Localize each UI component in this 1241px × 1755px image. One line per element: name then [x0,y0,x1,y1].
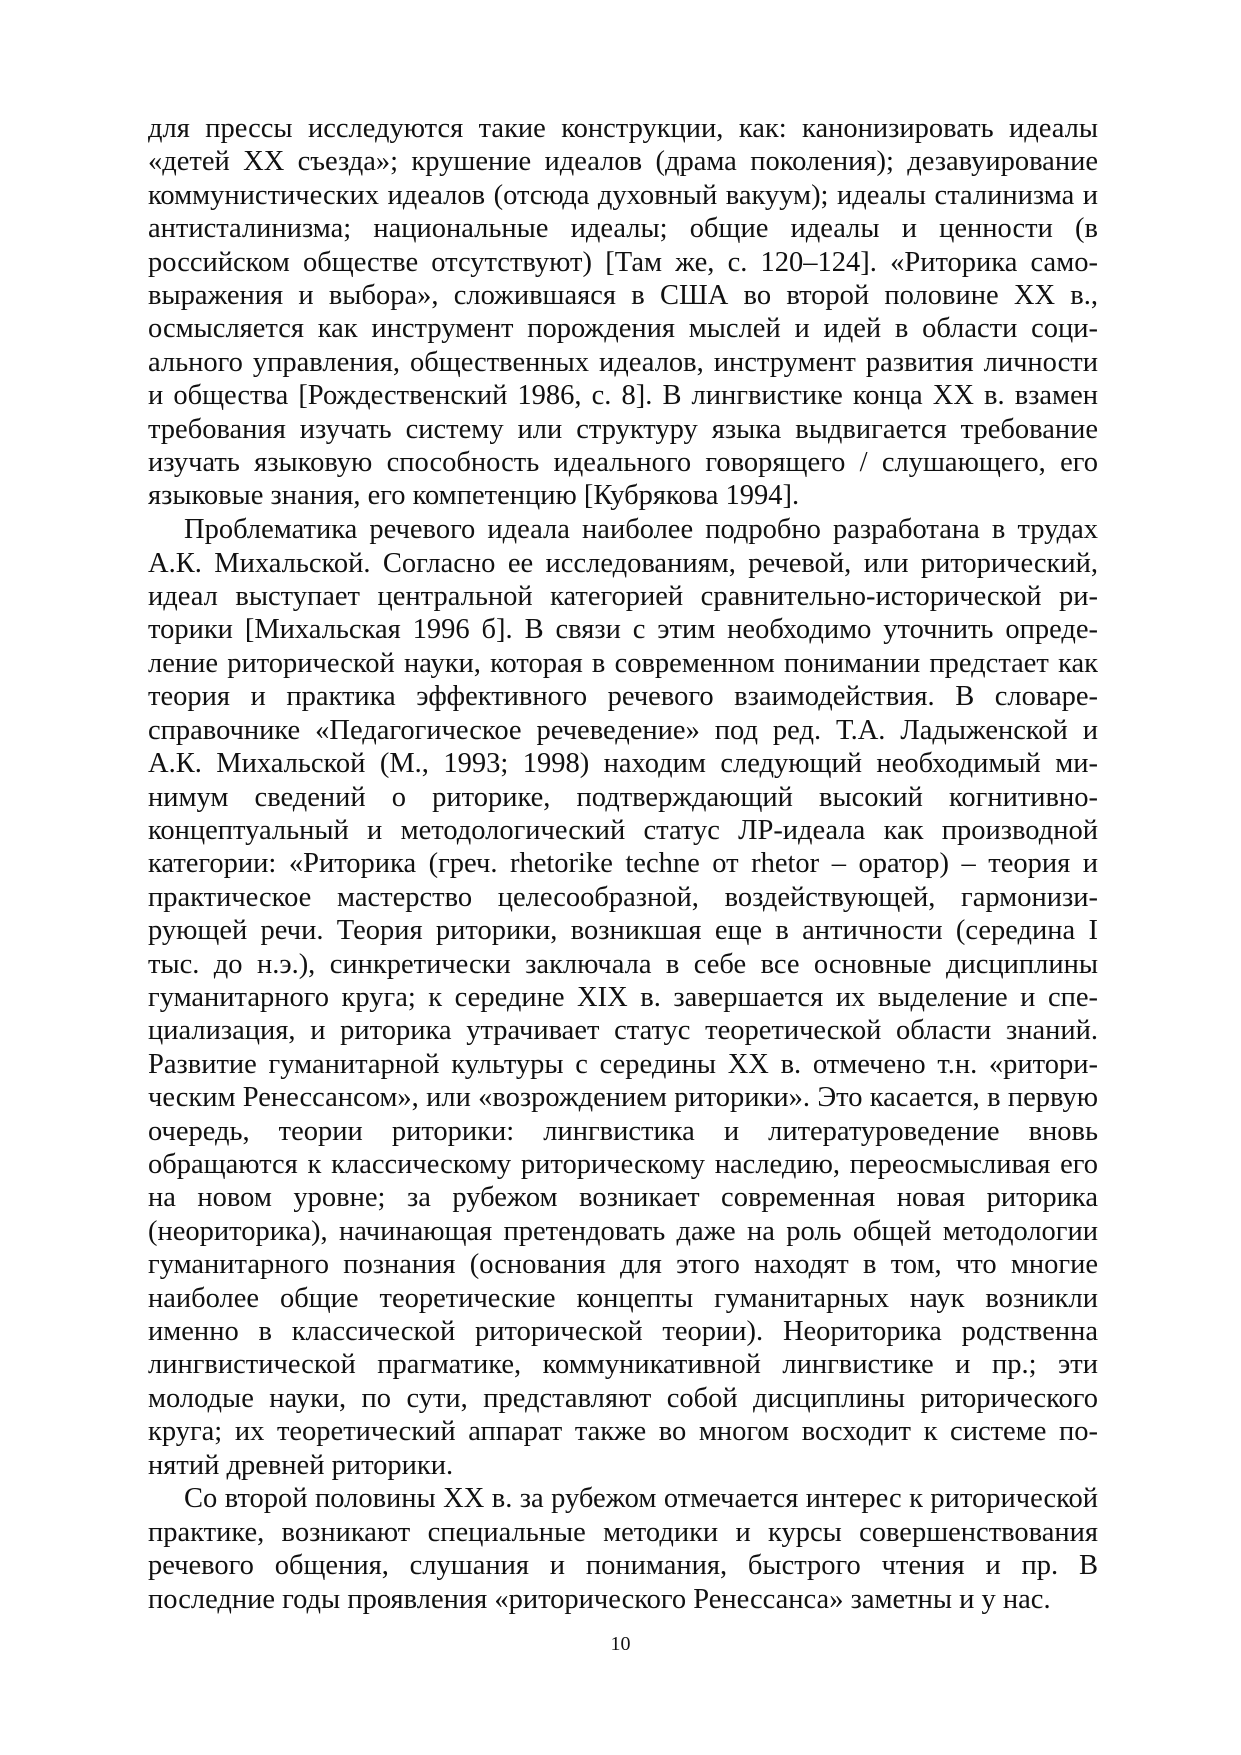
page-number: 10 [610,1633,631,1655]
paragraph-1: для прессы исследуются такие конструкции, как: канонизировать идеалы «детей XX съезда»; крушение идеалов (драма поколения); дезавуирование коммунистических идеалов (отсюда духовный вакуум); идеалы сталинизма и антисталинизма; национальные идеалы; общие идеалы и ценности (в российском обществе отсутствуют) [Там же, с. 120–124]. «Риторика самовыражения и выбора», сложившаяся в США во второй половине XX в., осмысляется как инструмент порождения мыслей и идей в области социального управления, общественных идеалов, инструмент развития личности и общества [Рождественский 1986, с. 8]. В лингвистике конца XX в. взамен требования изучать систему или структуру языка выдвигается требование изучать языковую способность идеального говорящего / слушающего, его языковые знания, его компетенцию [Кубрякова 1994]. [148,113,1098,512]
body-text [148,112,1098,1616]
paragraph-2: Проблематика речевого идеала наиболее подробно разработана в трудах А.К. Михальской. Согласно ее исследованиям, речевой, или риторический, идеал выступает центральной категорией сравнительно-исторической риторики [Михальская 1996 б]. В связи с этим необходимо уточнить определение риторической науки, которая в современном понимании предстает как теория и практика эффективного речевого взаимодействия. В словаре-справочнике «Педагогическое речеведение» под ред. Т.А. Ладыженской и А.К. Михальской (М., 1993; 1998) находим следующий необходимый минимум сведений о риторике, подтверждающий высокий когнитивно-концептуальный и методологический статус ЛР-идеала как производной категории: «Риторика (греч. rhetorike techne от rhetor – оратор) – теория и практическое мастерство целесообразной, воздействующей, гармонизирующей речи. Теория риторики, возникшая еще в античности (середина I тыс. до н.э.), синкретически заключала в себе все основные дисциплины гуманитарного круга; к середине XIX в. завершается их выделение и специализация, и риторика утрачивает статус теоретической области знаний. Развитие гуманитарной культуры с середины XX в. отмечено т.н. «риторическим Ренессансом», или «возрождением риторики». Это касается, в первую очередь, теории риторики: лингвистика и литературоведение вновь обращаются к классическому риторическому наследию, переосмысливая его на новом уровне; за рубежом возникает современная новая риторика (неориторика), начинающая претендовать даже на роль общей методологии гуманитарного познания (основания для этого находят в том, что многие наиболее общие теоретические концепты гуманитарных наук возникли именно в классической риторической теории). Неориторика родственна лингвистической прагматике, коммуникативной лингвистике и пр.; эти молодые науки, по сути, представляют собой дисциплины риторического круга; их теоретический аппарат также во многом восходит к системе понятий древней риторики. [148,514,1098,1481]
paragraph-3: Со второй половины XX в. за рубежом отмечается интерес к риторической практике, возникают специальные методики и курсы совершенствования речевого общения, слушания и понимания, быстрого чтения и пр. В последние годы проявления «риторического Ренессанса» заметны и у нас. [148,1483,1098,1615]
